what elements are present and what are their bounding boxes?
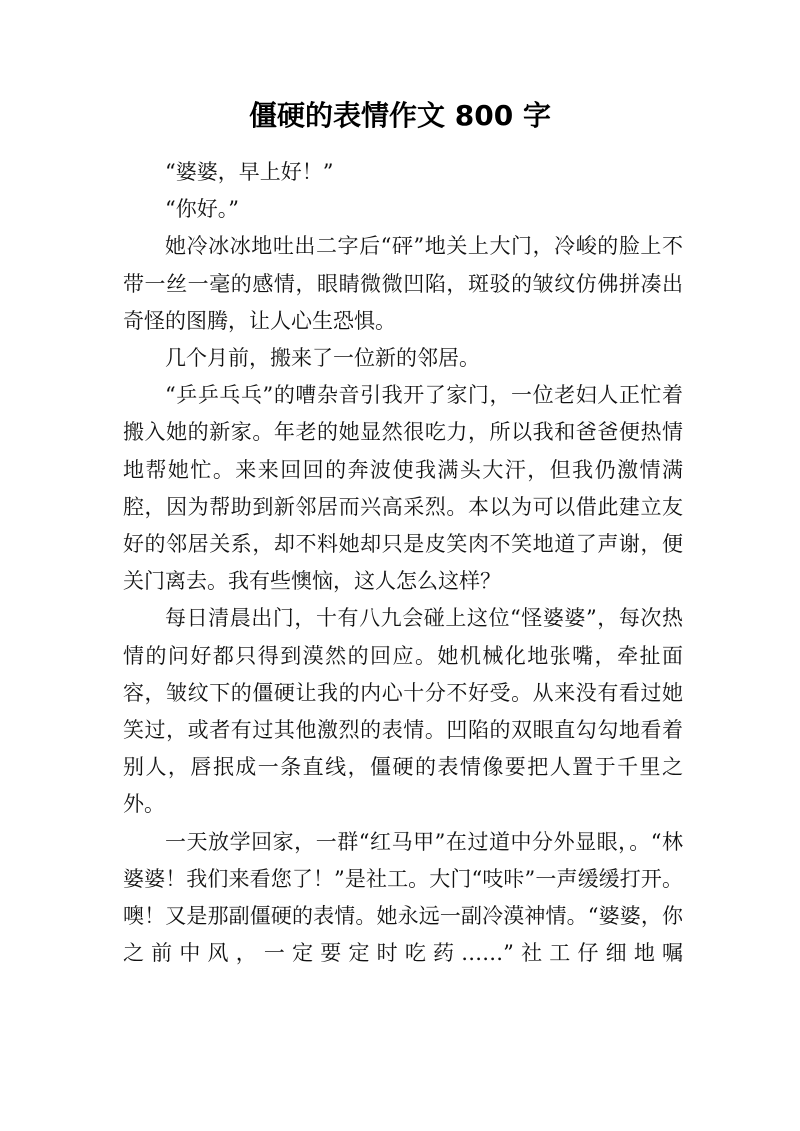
paragraph-new-neighbor: 几个月前，搬来了一位新的邻居。	[165, 346, 480, 371]
paragraph-cold-face: 她冷冰冰地吐出二字后“砰”地关上大门，冷峻的脸上不带一丝一毫的感情，眼睛微微凹陷，斑驳的皱纹仿佛拼凑出奇怪的图腾，让人心生恐惧。	[123, 234, 683, 333]
document-body	[123, 154, 683, 972]
paragraph-greeting: “婆婆，早上好！”	[165, 160, 334, 184]
paragraph-reply: “你好。”	[165, 197, 239, 222]
paragraph-daily-greeting: 每日清晨出门，十有八九会碰上这位“怪婆婆”，每次热情的问好都只得到漠然的回应。她机械化地张嘴，牵扯面容，皱纹下的僵硬让我的内心十分不好受。从来没有看过她笑过，或者有过其他激烈的表情。凹陷的双眼直勾勾地看着别人，唇抿成一条直线，僵硬的表情像要把人置于千里之外。	[123, 606, 683, 817]
paragraph-social-workers: 一天放学回家，一群“红马甲”在过道中分外显眼，。“林婆婆！我们来看您了！”是社工。大门“吱咔”一声缓缓打开。噢！又是那副僵硬的表情。她永远一副冷漠神情。“婆婆，你之前中风，一定要定时吃药……”社工仔细地嘱	[123, 829, 683, 966]
document-title: 僵硬的表情作文 800 字	[249, 99, 551, 132]
paragraph-moving-day: “乒乒乓乓”的嘈杂音引我开了家门，一位老妇人正忙着搬入她的新家。年老的她显然很吃力，所以我和爸爸便热情地帮她忙。来来回回的奔波使我满头大汗，但我仍激情满腔，因为帮助到新邻居而兴高采烈。本以为可以借此建立友好的邻居关系，却不料她却只是皮笑肉不笑地道了声谢，便关门离去。我有些懊恼，这人怎么这样？	[123, 383, 683, 594]
